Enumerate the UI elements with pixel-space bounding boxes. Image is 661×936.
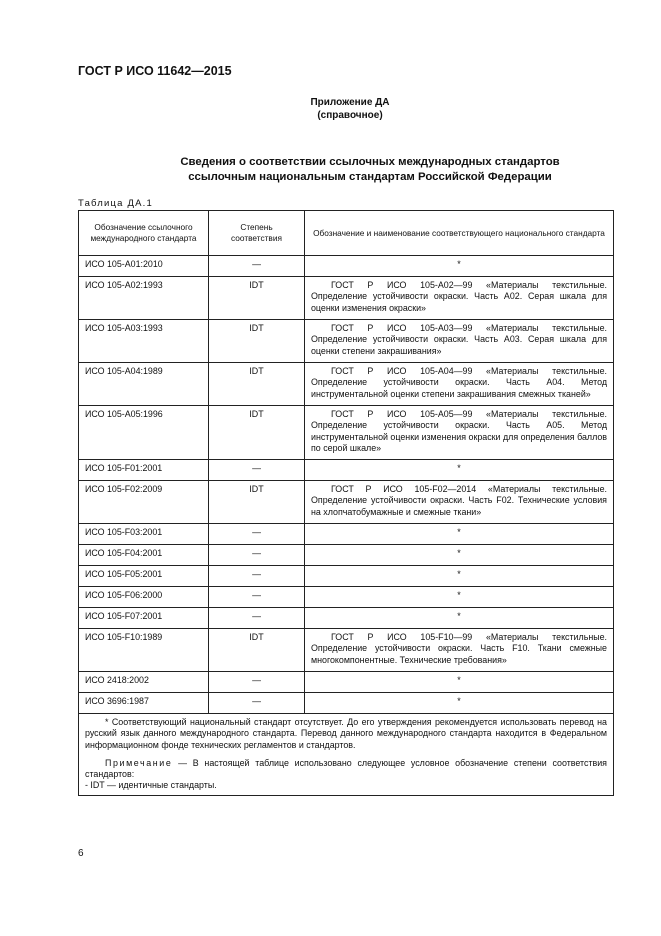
table-row — [79, 406, 614, 460]
annex-subtitle: (справочное) — [317, 110, 383, 121]
degree-cell: — — [209, 545, 305, 566]
degree-cell: IDT — [209, 481, 305, 524]
section-title-line-2: ссылочным национальным стандартам Российской Федерации — [188, 171, 552, 183]
international-standard-cell: ИСО 105-F01:2001 — [79, 460, 209, 481]
degree-cell: — — [209, 524, 305, 545]
table-row — [79, 363, 614, 406]
degree-cell: — — [209, 587, 305, 608]
degree-cell: — — [209, 693, 305, 714]
international-standard-cell: ИСО 105-F06:2000 — [79, 587, 209, 608]
international-standard-cell: ИСО 105-F04:2001 — [79, 545, 209, 566]
table-notes-row — [79, 714, 614, 796]
table-row — [79, 481, 614, 524]
standards-table — [78, 210, 614, 796]
annex-heading — [0, 96, 661, 122]
national-standard-cell: ГОСТ Р ИСО 105-F10—99 «Материалы текстильные. Определение устойчивости окраски. Часть F10. Ткани смежные многокомпонентные. Технические требования» — [305, 629, 614, 672]
national-standard-cell: ГОСТ Р ИСО 105-А04—99 «Материалы текстильные. Определение устойчивости окраски. Часть А04. Метод инструментальной оценки степени закрашивания смежных тканей» — [305, 363, 614, 406]
degree-cell: — — [209, 608, 305, 629]
national-standard-cell: * — [305, 693, 614, 714]
international-standard-cell: ИСО 105-A04:1989 — [79, 363, 209, 406]
international-standard-cell: ИСО 105-A03:1993 — [79, 320, 209, 363]
international-standard-cell: ИСО 105-F10:1989 — [79, 629, 209, 672]
degree-cell: — — [209, 256, 305, 277]
table-row — [79, 545, 614, 566]
national-standard-cell: * — [305, 524, 614, 545]
note-text: — В настоящей таблице использовано следующее условное обозначение степени соответствия стандартов: — [85, 757, 607, 780]
footnote-text: * Соответствующий национальный стандарт отсутствует. До его утверждения рекомендуется использовать перевод на русский язык данного международного стандарта. Перевод данного международного стандарта находится в Федеральном информационном фонде технических регламентов и стандартов. — [85, 717, 607, 750]
table-row — [79, 672, 614, 693]
degree-cell: — — [209, 672, 305, 693]
table-notes — [79, 714, 614, 796]
table-row — [79, 566, 614, 587]
header-national-standard: Обозначение и наименование соответствующего национального стандарта — [305, 211, 614, 256]
national-standard-cell: * — [305, 460, 614, 481]
national-standard-cell: * — [305, 587, 614, 608]
international-standard-cell: ИСО 105-F03:2001 — [79, 524, 209, 545]
table-row — [79, 587, 614, 608]
degree-cell: — — [209, 460, 305, 481]
national-standard-cell: * — [305, 672, 614, 693]
legend-item: - IDT — идентичные стандарты. — [85, 780, 217, 791]
section-title-line-1: Сведения о соответствии ссылочных международных стандартов — [180, 156, 560, 168]
national-standard-cell: ГОСТ Р ИСО 105-F02—2014 «Материалы текстильные. Определение устойчивости окраски. Часть F02. Технические условия на хлопчатобумажные и смежные ткани» — [305, 481, 614, 524]
header-degree-of-correspondence: Степень соответствия — [209, 211, 305, 256]
table-row — [79, 320, 614, 363]
document-code: ГОСТ Р ИСО 11642—2015 — [78, 64, 232, 78]
degree-cell: IDT — [209, 277, 305, 320]
section-title — [80, 155, 660, 185]
table-row — [79, 608, 614, 629]
international-standard-cell: ИСО 105-A02:1993 — [79, 277, 209, 320]
annex-title: Приложение ДА — [310, 97, 390, 108]
international-standard-cell: ИСО 105-A05:1996 — [79, 406, 209, 460]
table-row — [79, 629, 614, 672]
national-standard-cell: * — [305, 545, 614, 566]
table-row — [79, 693, 614, 714]
national-standard-cell: ГОСТ Р ИСО 105-А02—99 «Материалы текстильные. Определение устойчивости окраски. Часть А02. Серая шкала для оценки изменения окраски» — [305, 277, 614, 320]
national-standard-cell: * — [305, 566, 614, 587]
table-header-row — [79, 211, 614, 256]
degree-cell: IDT — [209, 320, 305, 363]
national-standard-cell: ГОСТ Р ИСО 105-А03—99 «Материалы текстильные. Определение устойчивости окраски. Часть А03. Серая шкала для оценки степени закрашивания» — [305, 320, 614, 363]
table-row — [79, 277, 614, 320]
table-note — [85, 758, 607, 781]
table-row — [79, 524, 614, 545]
international-standard-cell: ИСО 3696:1987 — [79, 693, 209, 714]
page-number: 6 — [78, 848, 84, 859]
degree-cell: — — [209, 566, 305, 587]
table-row — [79, 256, 614, 277]
national-standard-cell: * — [305, 608, 614, 629]
international-standard-cell: ИСО 105-F05:2001 — [79, 566, 209, 587]
degree-cell: IDT — [209, 629, 305, 672]
degree-cell: IDT — [209, 406, 305, 460]
international-standard-cell: ИСО 2418:2002 — [79, 672, 209, 693]
table-row — [79, 460, 614, 481]
degree-cell: IDT — [209, 363, 305, 406]
table-label: Таблица ДА.1 — [78, 198, 153, 209]
national-standard-cell: * — [305, 256, 614, 277]
header-international-standard: Обозначение ссылочного международного стандарта — [79, 211, 209, 256]
international-standard-cell: ИСО 105-A01:2010 — [79, 256, 209, 277]
international-standard-cell: ИСО 105-F02:2009 — [79, 481, 209, 524]
national-standard-cell: ГОСТ Р ИСО 105-А05—99 «Материалы текстильные. Определение устойчивости окраски. Часть А05. Метод инструментальной оценки изменения окраски для определения баллов по серой шкале» — [305, 406, 614, 460]
international-standard-cell: ИСО 105-F07:2001 — [79, 608, 209, 629]
note-label: Примечание — [105, 757, 173, 768]
